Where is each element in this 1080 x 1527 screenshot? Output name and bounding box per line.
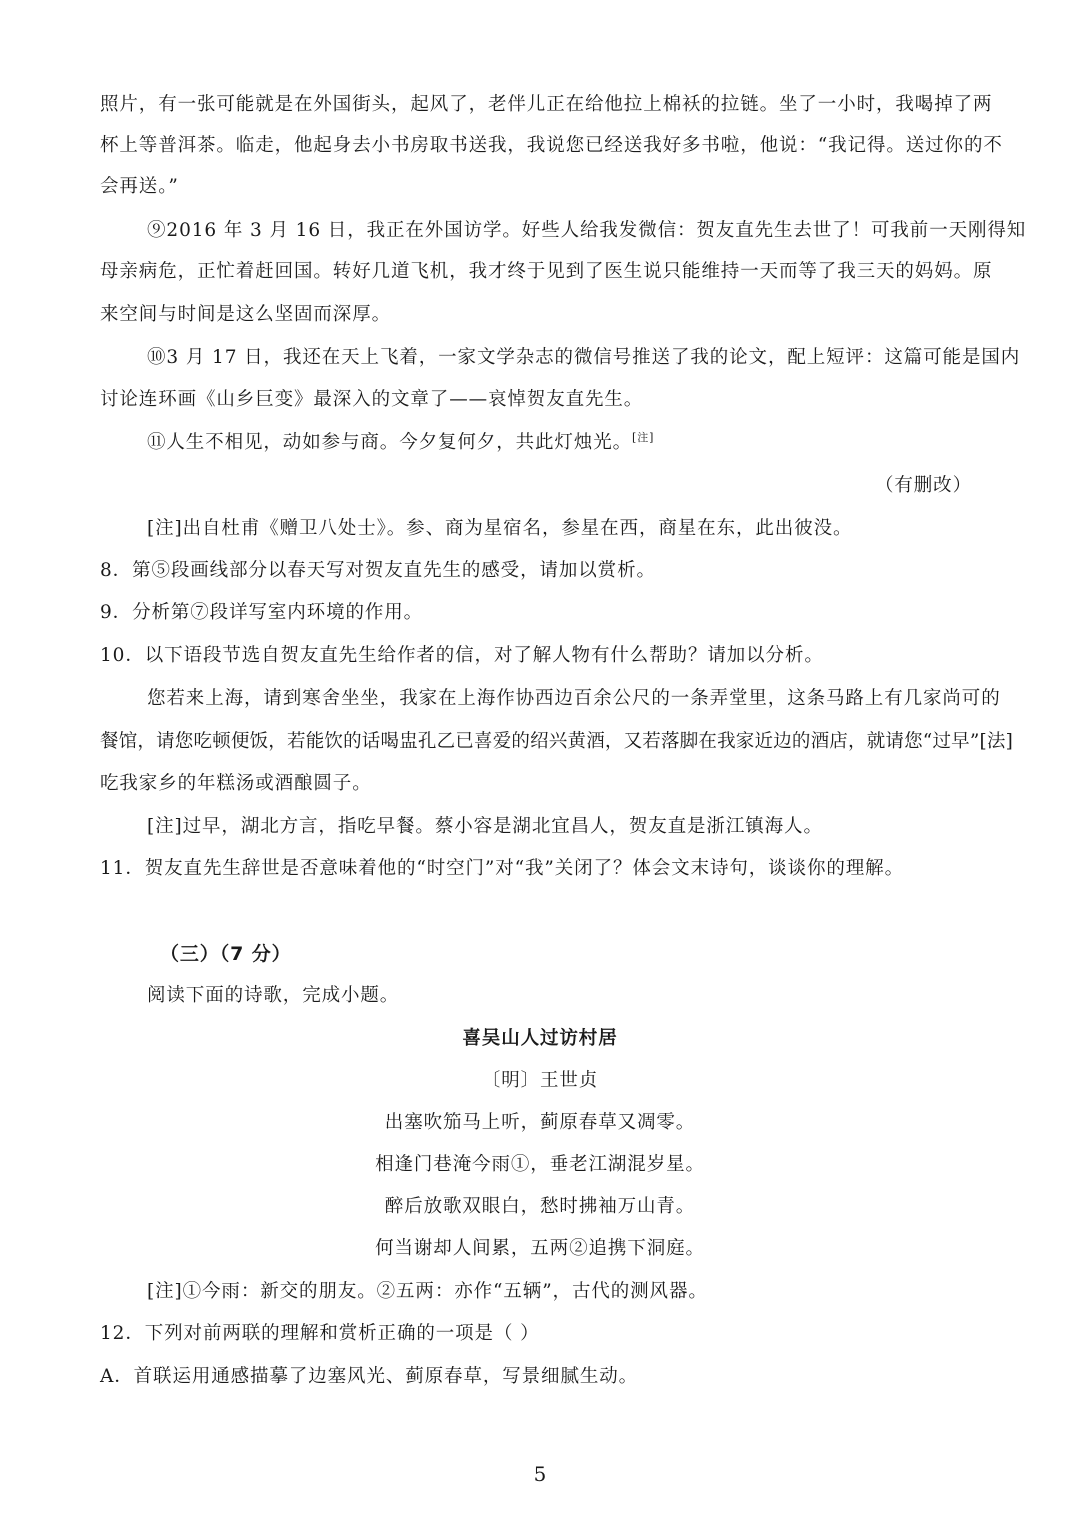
- poem-line-2: 相逢门巷淹今雨①，垂老江湖混岁星。: [375, 1154, 705, 1175]
- paragraph-10-line-1: ⑩3 月 17 日，我还在天上飞着，一家文学杂志的微信号推送了我的论文，配上短评：这篇可能是国内: [147, 347, 1021, 368]
- page-number: 5: [533, 1462, 547, 1486]
- poem-line-1: 出塞吹笳马上听，蓟原春草又凋零。: [384, 1112, 696, 1133]
- footnote-marker: [注]: [632, 430, 655, 444]
- question-10: 10．以下语段节选自贺友直先生给作者的信，对了解人物有什么帮助？请加以分析。: [100, 645, 824, 666]
- paragraph-11-text: ⑪人生不相见，动如参与商。今夕复何夕，共此灯烛光。: [147, 432, 633, 453]
- poem-author: 〔明〕王世贞: [481, 1070, 599, 1091]
- paragraph-9-line-2: 母亲病危，正忙着赶回国。转好几道飞机，我才终于见到了医生说只能维持一天而等了我三天的妈妈。原: [100, 261, 993, 282]
- continuation-line-3: 会再送。”: [100, 176, 179, 197]
- paragraph-9-line-1: ⑨2016 年 3 月 16 日，我正在外国访学。好些人给我发微信：贺友直先生去世了！可我前一天刚得知: [147, 220, 1027, 241]
- footnote-guo-zao: [注]过早，湖北方言，指吃早餐。蔡小容是湖北宜昌人，贺友直是浙江镇海人。: [147, 816, 823, 837]
- continuation-line-1: 照片，有一张可能就是在外国街头，起风了，老伴儿正在给他拉上棉袄的拉链。坐了一小时，我喝掉了两: [100, 94, 993, 115]
- question-12: 12．下列对前两联的理解和赏析正确的一项是（ ）: [100, 1323, 540, 1344]
- section-heading: （三）（7 分）: [160, 943, 292, 965]
- letter-line-3: 吃我家乡的年糕汤或酒酿圆子。: [100, 773, 372, 794]
- poem-footnote: [注]①今雨：新交的朋友。②五两：亦作“五辆”，古代的测风器。: [147, 1281, 708, 1302]
- paragraph-11: [147, 430, 987, 456]
- section-instruction: 阅读下面的诗歌，完成小题。: [147, 985, 400, 1006]
- revision-note: （有删改）: [874, 475, 972, 496]
- letter-line-2: 餐馆，请您吃顿便饭，若能饮的话喝盅孔乙已喜爱的绍兴黄酒，又若落脚在我家近边的酒店，就请您“过早”[法]: [100, 731, 1014, 752]
- poem-title: 喜吴山人过访村居: [462, 1028, 618, 1049]
- poem-line-4: 何当谢却人间累，五两②追携下洞庭。: [375, 1238, 705, 1259]
- question-11: 11．贺友直先生辞世是否意味着他的“时空门”对“我”关闭了？体会文末诗句，谈谈你的理解。: [100, 858, 904, 879]
- option-a: A．首联运用通感描摹了边塞风光、蓟原春草，写景细腻生动。: [100, 1366, 639, 1387]
- paragraph-10-line-2: 讨论连环画《山乡巨变》最深入的文章了——哀悼贺友直先生。: [100, 389, 644, 410]
- paragraph-9-line-3: 来空间与时间是这么坚固而深厚。: [100, 304, 392, 325]
- question-8: 8．第⑤段画线部分以春天写对贺友直先生的感受，请加以赏析。: [100, 560, 656, 581]
- continuation-line-2: 杯上等普洱茶。临走，他起身去小书房取书送我，我说您已经送我好多书啦，他说：“我记得。送过你的不: [100, 135, 1003, 156]
- poem-line-3: 醉后放歌双眼白，愁时拂袖万山青。: [384, 1196, 696, 1217]
- footnote-du-fu: [注]出自杜甫《赠卫八处士》。参、商为星宿名，参星在西，商星在东，此出彼没。: [147, 518, 853, 539]
- letter-line-1: 您若来上海，请到寒舍坐坐，我家在上海作协西边百余公尺的一条弄堂里，这条马路上有几家尚可的: [147, 688, 1001, 709]
- question-9: 9．分析第⑦段详写室内环境的作用。: [100, 602, 424, 623]
